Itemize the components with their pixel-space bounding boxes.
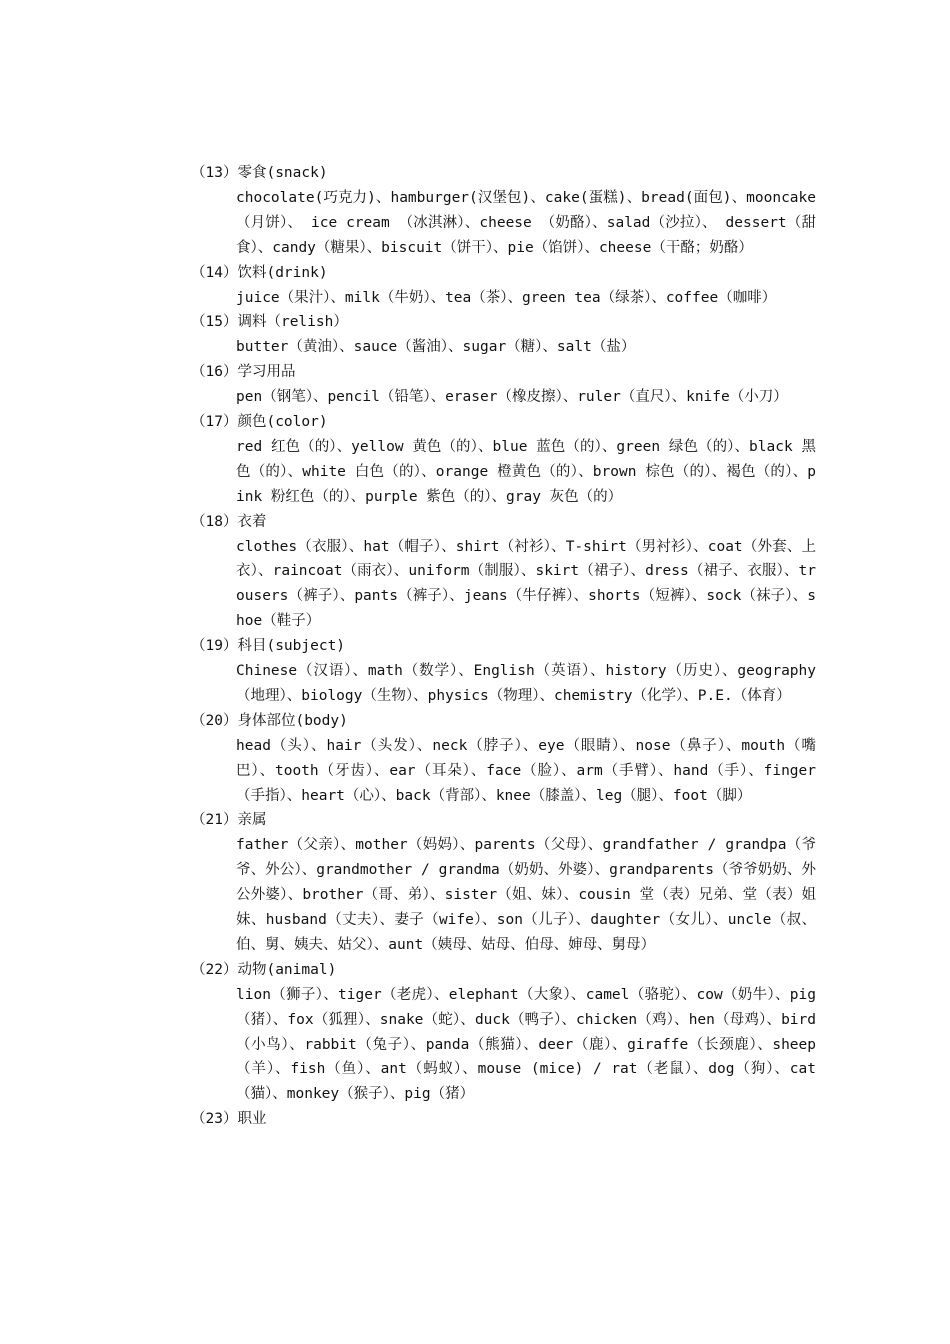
section-heading: （19）科目(subject) — [191, 638, 346, 655]
section-text: head（头）、hair（头发）、neck（脖子）、eye（眼睛）、nose（鼻子）、mouth（嘴巴）、tooth（牙齿）、ear（耳朵）、face（脸）、arm（手臂）、hand（手）、finger（手指）、heart（心）、back（背部）、knee（膝盖）、leg（腿）、foot（脚） — [236, 737, 816, 804]
section-subject — [191, 634, 816, 709]
section-text: father（父亲）、mother（妈妈）、parents（父母）、grandfather / grandpa（爷爷、外公）、grandmother / grandma（奶奶、外婆）、grandparents（爷爷奶奶、外公外婆）、brother（哥、弟）、sister（姐、妹）、cousin 堂（表）兄弟、堂（表）姐妹、husband（丈夫）、妻子（wife）、son（儿子）、daughter（女儿）、uncle（叔、伯、舅、姨夫、姑父）、aunt（姨母、姑母、伯母、婶母、舅母） — [236, 837, 816, 953]
section-heading: （14）饮料(drink) — [191, 264, 328, 281]
section-text: lion（狮子）、tiger（老虎）、elephant（大象）、camel（骆驼）、cow（奶牛）、pig（猪）、fox（狐狸）、snake（蛇）、duck（鸭子）、chicken（鸡）、hen（母鸡）、bird（小鸟）、rabbit（兔子）、panda（熊猫）、deer（鹿）、giraffe（长颈鹿）、sheep（羊）、fish（鱼）、ant（蚂蚁）、mouse (mice) / rat（老鼠）、dog（狗）、cat（猫）、monkey（猴子）、pig（猪） — [236, 986, 816, 1103]
section-body — [191, 709, 816, 809]
section-snack — [191, 161, 816, 261]
section-text: clothes（衣服）、hat（帽子）、shirt（衬衫）、T-shirt（男衬衫）、coat（外套、上衣）、raincoat（雨衣）、uniform（制服）、skirt（裙子）、dress（裙子、衣服）、trousers（裤子）、pants（裤子）、jeans（牛仔裤）、shorts（短裤）、sock（袜子）、shoe（鞋子） — [236, 538, 816, 630]
section-heading: （20）身体部位(body) — [191, 712, 348, 729]
section-heading: （13）零食(snack) — [191, 165, 328, 181]
section-text: Chinese（汉语）、math（数学）、English（英语）、history（历史）、geography（地理）、biology（生物）、physics（物理）、chemistry（化学）、P.E.（体育） — [236, 663, 816, 704]
section-heading: （23）职业 — [191, 1111, 267, 1128]
section-heading: （22）动物(animal) — [191, 961, 337, 978]
section-color — [191, 410, 816, 510]
section-heading: （17）颜色(color) — [191, 414, 328, 430]
section-text: chocolate(巧克力)、hamburger(汉堡包)、cake(蛋糕)、bread(面包)、mooncake（月饼）、 ice cream （冰淇淋）、cheese （奶酪）、salad（沙拉）、 dessert（甜食）、candy（糖果）、biscuit（饼干）、pie（馅饼）、cheese（干酪；奶酪） — [236, 189, 816, 256]
section-occupation — [191, 1107, 816, 1132]
section-drink — [191, 261, 816, 311]
section-text: butter（黄油）、sauce（酱油）、sugar（糖）、salt（盐） — [236, 339, 636, 356]
section-heading: （21）亲属 — [191, 812, 267, 829]
section-relish — [191, 310, 816, 360]
section-heading: （15）调料（relish） — [191, 314, 348, 331]
section-heading: （16）学习用品 — [191, 364, 296, 381]
vocabulary-list — [191, 161, 816, 1132]
section-clothing — [191, 510, 816, 635]
section-school-supplies — [191, 360, 816, 410]
section-animal — [191, 958, 816, 1107]
section-text: pen（钢笔）、pencil（铅笔）、eraser（橡皮擦）、ruler（直尺）、knife（小刀） — [236, 389, 788, 406]
section-text: red 红色（的）、yellow 黄色（的）、blue 蓝色（的）、green 绿色（的）、black 黑色（的）、white 白色（的）、orange 橙黄色（的）、brown 棕色（的）、褐色（的）、pink 粉红色（的）、purple 紫色（的）、gray 灰色（的） — [236, 438, 816, 505]
section-text: juice（果汁）、milk（牛奶）、tea（茶）、green tea（绿茶）、coffee（咖啡） — [236, 289, 777, 306]
section-heading: （18）衣着 — [191, 513, 267, 530]
section-relatives — [191, 808, 816, 957]
